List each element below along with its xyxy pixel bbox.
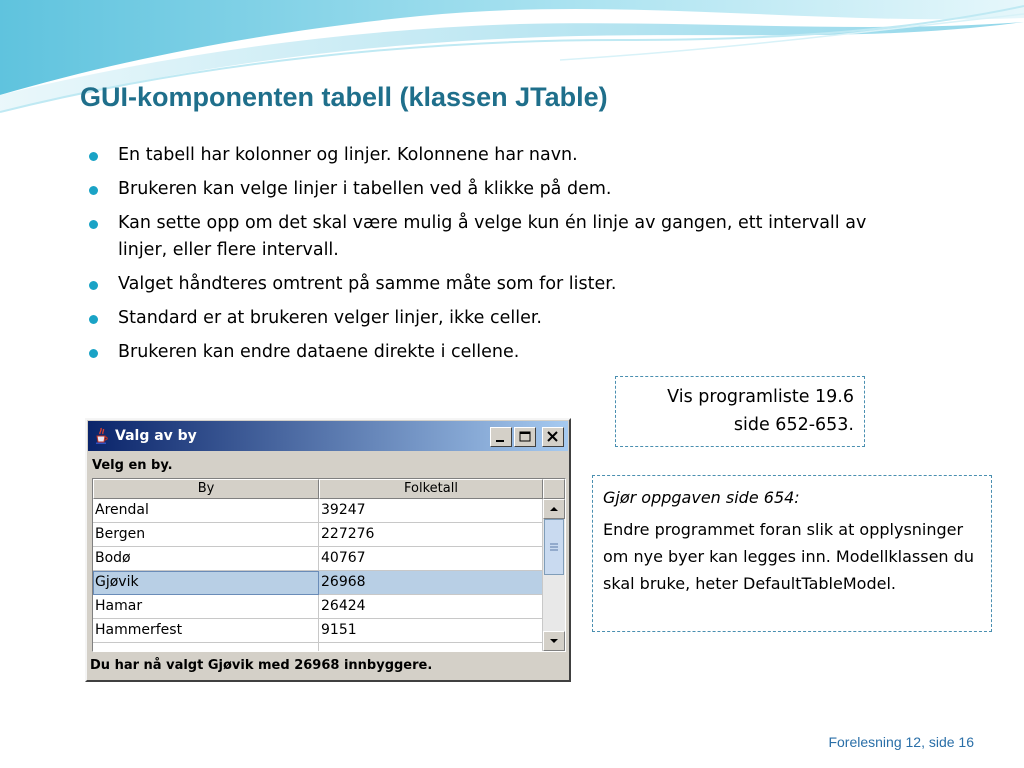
table-header [93, 479, 565, 499]
population-cell[interactable]: 9151 [319, 619, 543, 643]
arrow-up-icon [544, 500, 564, 518]
maximize-icon [515, 428, 535, 446]
arrow-down-icon [544, 632, 564, 650]
java-window [85, 418, 571, 682]
table-body [93, 499, 543, 651]
population-cell[interactable]: 26424 [319, 595, 543, 619]
task-title: Gjør oppgaven side 654: [603, 488, 800, 507]
bullet-item: Brukeren kan endre dataene direkte i cellene. [88, 339, 908, 366]
task-box [592, 475, 992, 632]
column-header-by[interactable]: By [93, 479, 319, 499]
table-row[interactable] [93, 571, 543, 595]
population-cell[interactable]: 40767 [319, 547, 543, 571]
bullet-item: Valget håndteres omtrent på samme måte som for lister. [88, 271, 908, 298]
header-corner [543, 479, 565, 499]
bullet-item: Brukeren kan velge linjer i tabellen ved å klikke på dem. [88, 176, 908, 203]
city-cell[interactable]: Hammerfest [93, 619, 319, 643]
program-reference-box [615, 376, 865, 447]
minimize-icon [491, 428, 511, 446]
close-button[interactable] [542, 427, 564, 447]
reference-line-2: side 652-653. [733, 415, 854, 435]
city-cell[interactable]: Arendal [93, 499, 319, 523]
reference-line-1: Vis programliste 19.6 [667, 387, 854, 407]
scroll-up-button[interactable] [543, 499, 565, 519]
population-cell[interactable]: 26968 [319, 571, 543, 595]
bullet-item: En tabell har kolonner og linjer. Kolonnene har navn. [88, 142, 908, 169]
population-cell[interactable]: 39247 [319, 499, 543, 523]
table-row[interactable] [93, 499, 543, 523]
city-cell[interactable] [93, 643, 319, 651]
city-cell[interactable]: Hamar [93, 595, 319, 619]
slide-title: GUI-komponenten tabell (klassen JTable) [80, 82, 608, 112]
column-header-folketall[interactable]: Folketall [319, 479, 543, 499]
city-table [92, 478, 566, 652]
window-title: Valg av by [115, 428, 197, 444]
city-cell[interactable]: Bergen [93, 523, 319, 547]
scrollbar-thumb[interactable] [544, 519, 564, 575]
status-label: Du har nå valgt Gjøvik med 26968 innbyggere. [90, 658, 433, 673]
slide-footer: Forelesning 12, side 16 [828, 734, 974, 750]
select-city-label: Velg en by. [92, 458, 173, 473]
bullet-list [88, 142, 908, 373]
population-cell[interactable] [319, 643, 543, 651]
vertical-scrollbar[interactable] [543, 499, 565, 651]
maximize-button[interactable] [514, 427, 536, 447]
bullet-item: Kan sette opp om det skal være mulig å velge kun én linje av gangen, ett intervall av linjer, eller flere intervall. [88, 210, 908, 264]
minimize-button[interactable] [490, 427, 512, 447]
city-cell[interactable]: Gjøvik [93, 571, 319, 595]
table-row[interactable] [93, 595, 543, 619]
city-cell[interactable]: Bodø [93, 547, 319, 571]
table-row-partial[interactable] [93, 643, 543, 651]
window-titlebar[interactable] [88, 421, 568, 451]
table-row[interactable] [93, 547, 543, 571]
population-cell[interactable]: 227276 [319, 523, 543, 547]
task-text: Endre programmet foran slik at opplysninger om nye byer kan legges inn. Modellklassen du skal bruke, heter DefaultTableModel. [603, 520, 974, 593]
table-row[interactable] [93, 619, 543, 643]
java-cup-icon [93, 427, 111, 445]
scroll-down-button[interactable] [543, 631, 565, 651]
grip-icon [545, 520, 563, 574]
bullet-item: Standard er at brukeren velger linjer, ikke celler. [88, 305, 908, 332]
table-row[interactable] [93, 523, 543, 547]
close-icon [543, 428, 563, 446]
